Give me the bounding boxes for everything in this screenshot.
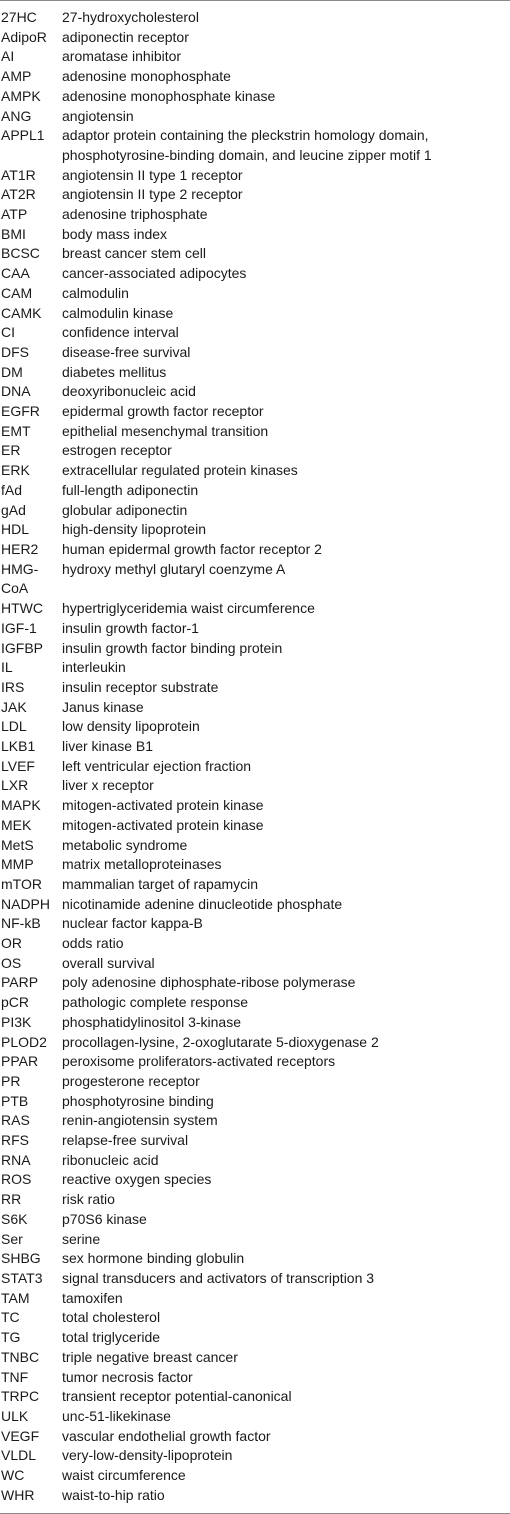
table-row (0, 1308, 510, 1328)
abbreviation-cell: DNA (1, 383, 31, 400)
abbreviation-cell: ANG (1, 107, 32, 124)
abbreviation-cell: ER (1, 442, 21, 459)
table-row (0, 895, 510, 915)
abbreviation-cell: IRS (1, 678, 25, 695)
table-row (0, 47, 510, 67)
definition-cell: pathologic complete response (62, 994, 249, 1011)
definition-cell: waist circumference (62, 1467, 186, 1484)
table-row (0, 678, 510, 698)
definition-cell: calmodulin (62, 284, 129, 301)
abbreviation-cell: AT2R (1, 186, 36, 203)
abbreviation-cell: BMI (1, 225, 26, 242)
definition-cell: liver kinase B1 (62, 738, 154, 755)
abbreviation-cell: IGFBP (1, 639, 44, 656)
abbreviation-cell: IL (1, 659, 13, 676)
abbreviation-cell: ULK (1, 1407, 29, 1424)
definition-cell: interleukin (62, 659, 126, 676)
table-row (0, 520, 510, 540)
definition-cell: p70S6 kinase (62, 1210, 147, 1227)
abbreviation-cell: Ser (1, 1230, 23, 1247)
table-row (0, 717, 510, 737)
definition-cell: extracellular regulated protein kinases (62, 462, 298, 479)
table-row (0, 1289, 510, 1309)
definition-cell: adenosine monophosphate (62, 68, 231, 85)
definition-cell: signal transducers and activators of transcription 3 (62, 1270, 375, 1286)
definition-cell: body mass index (62, 225, 168, 242)
abbreviation-cell: mTOR (1, 875, 42, 892)
abbreviations-table-body (0, 8, 510, 1505)
definition-cell: high-density lipoprotein (62, 521, 206, 538)
abbreviation-cell: pCR (1, 994, 30, 1011)
definition-cell: unc-51-likekinase (62, 1407, 171, 1424)
abbreviation-cell: AI (1, 48, 15, 65)
abbreviation-cell: EMT (1, 422, 31, 439)
table-row (0, 402, 510, 422)
definition-cell: overall survival (62, 954, 155, 971)
table-row (0, 1092, 510, 1112)
abbreviation-cell: 27HC (1, 9, 37, 25)
abbreviation-cell: HTWC (1, 600, 43, 617)
abbreviation-cell: LDL (1, 718, 27, 735)
table-row (0, 87, 510, 107)
abbreviation-cell: IGF-1 (1, 619, 37, 636)
table-row (0, 599, 510, 619)
table-row (0, 1427, 510, 1447)
abbreviation-cell: ERK (1, 462, 30, 479)
definition-cell: mitogen-activated protein kinase (62, 816, 264, 833)
abbreviation-cell: TAM (1, 1289, 30, 1306)
abbreviation-cell: MAPK (1, 797, 41, 814)
table-row (0, 1072, 510, 1092)
table-row (0, 441, 510, 461)
table-row (0, 855, 510, 875)
definition-cell: matrix metalloproteinases (62, 856, 222, 873)
definition-cell: insulin growth factor binding protein (62, 639, 283, 656)
definition-cell: phosphatidylinositol 3-kinase (62, 1013, 241, 1030)
table-row (0, 1111, 510, 1131)
table-row (0, 973, 510, 993)
table-row (0, 1348, 510, 1368)
table-row (0, 560, 510, 599)
table-row (0, 914, 510, 934)
definition-cell: breast cancer stem cell (62, 245, 206, 262)
table-row (0, 1387, 510, 1407)
abbreviation-cell: WHR (1, 1486, 35, 1503)
definition-cell: low density lipoprotein (62, 718, 200, 735)
abbreviation-cell: WC (1, 1467, 25, 1484)
definition-cell: epidermal growth factor receptor (62, 403, 264, 420)
table-row (0, 382, 510, 402)
definition-cell: insulin growth factor-1 (62, 619, 199, 636)
table-row (0, 540, 510, 560)
table-row (0, 658, 510, 678)
definition-cell: hydroxy methyl glutaryl coenzyme A (62, 560, 286, 577)
abbreviation-cell: AT1R (1, 166, 36, 183)
definition-cell: angiotensin II type 2 receptor (62, 186, 243, 203)
definition-cell: odds ratio (62, 935, 124, 952)
definition-cell: procollagen-lysine, 2-oxoglutarate 5-dioxygenase 2 (62, 1033, 379, 1050)
abbreviation-cell: CAM (1, 284, 33, 301)
definition-cell: disease-free survival (62, 343, 191, 360)
abbreviation-cell: PI3K (1, 1013, 32, 1030)
abbreviation-cell: SHBG (1, 1250, 41, 1267)
abbreviation-cell: PR (1, 1072, 21, 1089)
table-row (0, 67, 510, 87)
abbreviation-cell: DFS (1, 343, 29, 360)
table-row (0, 1249, 510, 1269)
definition-cell: diabetes mellitus (62, 363, 167, 380)
definition-cell: poly adenosine diphosphate-ribose polymerase (62, 974, 356, 991)
definition-cell: triple negative breast cancer (62, 1348, 238, 1365)
table-row (0, 836, 510, 856)
definition-cell: very-low-density-lipoprotein (62, 1447, 233, 1464)
table-top-rule (0, 0, 510, 1)
abbreviation-cell: TNF (1, 1368, 29, 1385)
definition-cell: waist-to-hip ratio (62, 1486, 165, 1503)
table-row (0, 619, 510, 639)
table-row (0, 304, 510, 324)
abbreviation-cell: RAS (1, 1112, 30, 1129)
abbreviation-cell: TNBC (1, 1348, 40, 1365)
table-row (0, 993, 510, 1013)
table-row (0, 8, 510, 28)
abbreviation-cell: LKB1 (1, 738, 36, 755)
table-row (0, 107, 510, 127)
definition-cell: aromatase inhibitor (62, 48, 182, 65)
table-row (0, 501, 510, 521)
table-row (0, 1052, 510, 1072)
definition-cell: sex hormone binding globulin (62, 1250, 245, 1267)
definition-cell: adenosine monophosphate kinase (62, 87, 276, 104)
table-row (0, 1368, 510, 1388)
definition-cell: transient receptor potential-canonical (62, 1388, 292, 1405)
table-row (0, 796, 510, 816)
definition-cell: progesterone receptor (62, 1072, 200, 1089)
table-row (0, 776, 510, 796)
table-row (0, 934, 510, 954)
abbreviation-cell: BCSC (1, 245, 40, 262)
definition-cell: estrogen receptor (62, 442, 172, 459)
definition-cell: serine (62, 1230, 101, 1247)
table-row (0, 205, 510, 225)
abbreviation-cell: S6K (1, 1210, 28, 1227)
abbreviation-cell: HMG- CoA (1, 560, 39, 597)
abbreviation-cell: TG (1, 1329, 21, 1346)
table-row (0, 225, 510, 245)
table-row (0, 698, 510, 718)
abbreviation-cell: VLDL (1, 1447, 37, 1464)
table-row (0, 343, 510, 363)
abbreviation-cell: HDL (1, 521, 30, 538)
table-row (0, 422, 510, 442)
abbreviation-cell: LVEF (1, 757, 35, 774)
abbreviation-cell: fAd (1, 481, 23, 498)
table-row (0, 1407, 510, 1427)
definition-cell: deoxyribonucleic acid (62, 383, 196, 400)
abbreviation-cell: STAT3 (1, 1270, 43, 1286)
definition-cell: tamoxifen (62, 1289, 123, 1306)
abbreviation-cell: AMP (1, 68, 32, 85)
definition-cell: peroxisome proliferators-activated receptors (62, 1053, 336, 1070)
abbreviation-cell: RR (1, 1191, 22, 1208)
definition-cell: tumor necrosis factor (62, 1368, 193, 1385)
definition-cell: reactive oxygen species (62, 1171, 212, 1188)
table-row (0, 1328, 510, 1348)
abbreviation-cell: CAA (1, 265, 30, 282)
definition-cell: mitogen-activated protein kinase (62, 797, 264, 814)
abbreviation-cell: CAMK (1, 304, 42, 321)
table-row (0, 264, 510, 284)
definition-cell: insulin receptor substrate (62, 678, 219, 695)
definition-cell: hypertriglyceridemia waist circumference (62, 600, 315, 617)
table-row (0, 1230, 510, 1250)
table-row (0, 1013, 510, 1033)
abbreviation-cell: PTB (1, 1092, 29, 1109)
abbreviation-cell: EGFR (1, 403, 40, 420)
abbreviations-table (0, 8, 510, 1505)
abbreviation-cell: CI (1, 324, 15, 341)
abbreviation-cell: DM (1, 363, 23, 380)
definition-cell: Janus kinase (62, 698, 144, 715)
abbreviation-cell: TC (1, 1309, 20, 1326)
abbreviation-cell: gAd (1, 501, 26, 518)
table-row (0, 1210, 510, 1230)
table-row (0, 461, 510, 481)
table-row (0, 166, 510, 186)
abbreviation-cell: MetS (1, 836, 34, 853)
abbreviation-cell: ROS (1, 1171, 32, 1188)
definition-cell: risk ratio (62, 1191, 115, 1208)
table-row (0, 1269, 510, 1289)
table-row (0, 1170, 510, 1190)
abbreviation-cell: PPAR (1, 1053, 39, 1070)
table-row (0, 323, 510, 343)
definition-cell: adiponectin receptor (62, 28, 189, 45)
table-row (0, 28, 510, 48)
definition-cell: adenosine triphosphate (62, 206, 208, 223)
definition-cell: nicotinamide adenine dinucleotide phosphate (62, 895, 343, 912)
table-row (0, 639, 510, 659)
table-row (0, 737, 510, 757)
abbreviation-cell: LXR (1, 777, 29, 794)
definition-cell: metabolic syndrome (62, 836, 188, 853)
table-row (0, 816, 510, 836)
abbreviation-cell: AMPK (1, 87, 41, 104)
table-row (0, 126, 510, 165)
abbreviation-cell: MEK (1, 816, 32, 833)
table-row (0, 954, 510, 974)
definition-cell: left ventricular ejection fraction (62, 757, 252, 774)
abbreviation-cell: RNA (1, 1151, 31, 1168)
definition-cell: 27-hydroxycholesterol (62, 9, 199, 25)
definition-cell: renin-angiotensin system (62, 1112, 218, 1129)
definition-cell: angiotensin II type 1 receptor (62, 166, 243, 183)
abbreviation-cell: AdipoR (1, 28, 47, 45)
definition-cell: human epidermal growth factor receptor 2 (62, 540, 322, 557)
table-row (0, 757, 510, 777)
definition-cell: calmodulin kinase (62, 304, 174, 321)
table-row (0, 875, 510, 895)
abbreviation-cell: ATP (1, 206, 28, 223)
table-row (0, 284, 510, 304)
abbreviation-cell: RFS (1, 1132, 29, 1149)
definition-cell: total triglyceride (62, 1329, 161, 1346)
table-row (0, 1446, 510, 1466)
table-row (0, 1033, 510, 1053)
definition-cell: total cholesterol (62, 1309, 161, 1326)
definition-cell: vascular endothelial growth factor (62, 1427, 271, 1444)
table-row (0, 1131, 510, 1151)
definition-cell: globular adiponectin (62, 501, 188, 518)
definition-cell: nuclear factor kappa-B (62, 915, 203, 932)
abbreviation-cell: MMP (1, 856, 34, 873)
abbreviation-cell: NF-kB (1, 915, 41, 932)
table-row (0, 481, 510, 501)
table-row (0, 244, 510, 264)
definition-cell: ribonucleic acid (62, 1151, 159, 1168)
definition-cell: angiotensin (62, 107, 134, 124)
definition-cell: cancer-associated adipocytes (62, 265, 247, 282)
table-row (0, 1151, 510, 1171)
abbreviation-cell: OR (1, 935, 22, 952)
definition-cell: mammalian target of rapamycin (62, 875, 259, 892)
definition-cell: adaptor protein containing the pleckstrin homology domain, phosphotyrosine-binding domain, and leucine zipper motif 1 (62, 127, 432, 163)
table-row (0, 1486, 510, 1506)
abbreviation-cell: HER2 (1, 540, 39, 557)
abbreviation-cell: TRPC (1, 1388, 40, 1405)
definition-cell: full-length adiponectin (62, 481, 199, 498)
definition-cell: epithelial mesenchymal transition (62, 422, 269, 439)
definition-cell: liver x receptor (62, 777, 154, 794)
definition-cell: relapse-free survival (62, 1132, 189, 1149)
abbreviation-cell: PLOD2 (1, 1033, 47, 1050)
definition-cell: phosphotyrosine binding (62, 1092, 214, 1109)
abbreviation-cell: APPL1 (1, 127, 45, 144)
abbreviation-cell: VEGF (1, 1427, 40, 1444)
abbreviation-cell: JAK (1, 698, 27, 715)
table-row (0, 1190, 510, 1210)
abbreviation-cell: PARP (1, 974, 39, 991)
table-row (0, 1466, 510, 1486)
abbreviation-cell: NADPH (1, 895, 51, 912)
table-row (0, 363, 510, 383)
table-row (0, 185, 510, 205)
abbreviation-cell: OS (1, 954, 22, 971)
definition-cell: confidence interval (62, 324, 179, 341)
